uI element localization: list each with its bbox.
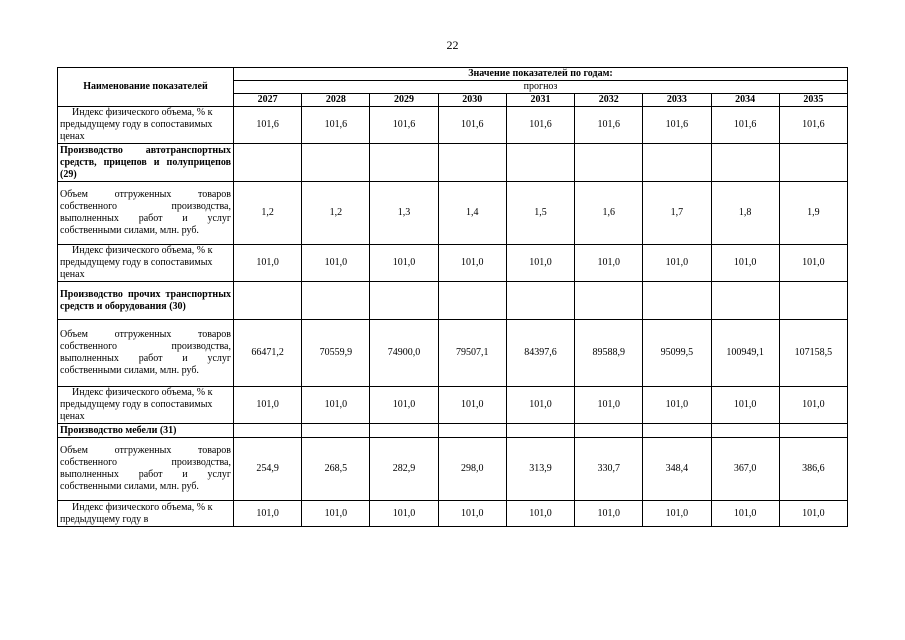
empty-cell xyxy=(302,144,370,182)
value-cell: 101,6 xyxy=(711,107,779,144)
value-cell: 1,2 xyxy=(302,182,370,245)
empty-cell xyxy=(234,282,302,320)
value-cell: 101,6 xyxy=(370,107,438,144)
value-cell: 386,6 xyxy=(779,438,847,501)
year-header: 2033 xyxy=(643,94,711,107)
value-cell: 101,0 xyxy=(779,387,847,424)
value-cell: 101,0 xyxy=(438,245,506,282)
value-cell: 95099,5 xyxy=(643,320,711,387)
empty-cell xyxy=(711,282,779,320)
empty-cell xyxy=(575,144,643,182)
section-row xyxy=(58,424,848,438)
value-cell: 101,0 xyxy=(779,501,847,527)
section-label: Производство автотранспортных средств, прицепов и полуприцепов (29) xyxy=(58,144,234,182)
empty-cell xyxy=(438,144,506,182)
row-label: Индекс физического объема, % к предыдущему году в xyxy=(58,501,234,527)
year-header: 2027 xyxy=(234,94,302,107)
table-row xyxy=(58,438,848,501)
empty-cell xyxy=(234,424,302,438)
value-cell: 101,0 xyxy=(302,501,370,527)
year-header: 2031 xyxy=(506,94,574,107)
value-cell: 1,5 xyxy=(506,182,574,245)
value-cell: 101,6 xyxy=(643,107,711,144)
value-cell: 101,0 xyxy=(711,501,779,527)
value-cell: 348,4 xyxy=(643,438,711,501)
empty-cell xyxy=(370,144,438,182)
value-cell: 254,9 xyxy=(234,438,302,501)
value-cell: 330,7 xyxy=(575,438,643,501)
year-header: 2032 xyxy=(575,94,643,107)
value-cell: 1,8 xyxy=(711,182,779,245)
value-cell: 268,5 xyxy=(302,438,370,501)
year-header: 2028 xyxy=(302,94,370,107)
empty-cell xyxy=(711,424,779,438)
empty-cell xyxy=(370,282,438,320)
empty-cell xyxy=(643,424,711,438)
row-label: Объем отгруженных товаров собственного производства, выполненных работ и услуг собственными силами, млн. руб. xyxy=(58,438,234,501)
value-cell: 101,6 xyxy=(779,107,847,144)
row-label: Индекс физического объема, % к предыдущему году в сопоставимых ценах xyxy=(58,387,234,424)
value-cell: 101,0 xyxy=(438,387,506,424)
year-header: 2034 xyxy=(711,94,779,107)
empty-cell xyxy=(643,282,711,320)
row-label: Объем отгруженных товаров собственного производства, выполненных работ и услуг собственными силами, млн. руб. xyxy=(58,320,234,387)
value-cell: 89588,9 xyxy=(575,320,643,387)
table-row xyxy=(58,107,848,144)
value-cell: 313,9 xyxy=(506,438,574,501)
value-cell: 101,0 xyxy=(506,387,574,424)
section-label: Производство прочих транспортных средств и оборудования (30) xyxy=(58,282,234,320)
value-cell: 79507,1 xyxy=(438,320,506,387)
value-cell: 101,6 xyxy=(506,107,574,144)
value-cell: 101,6 xyxy=(575,107,643,144)
table-row xyxy=(58,245,848,282)
empty-cell xyxy=(438,282,506,320)
indicators-table xyxy=(57,67,848,527)
empty-cell xyxy=(234,144,302,182)
table-body xyxy=(58,107,848,527)
table-row xyxy=(58,182,848,245)
value-cell: 1,4 xyxy=(438,182,506,245)
value-cell: 100949,1 xyxy=(711,320,779,387)
section-label: Производство мебели (31) xyxy=(58,424,234,438)
section-row xyxy=(58,282,848,320)
value-cell: 1,3 xyxy=(370,182,438,245)
indicator-name-header: Наименование показателей xyxy=(58,68,234,107)
empty-cell xyxy=(370,424,438,438)
year-header: 2030 xyxy=(438,94,506,107)
table-row xyxy=(58,387,848,424)
value-cell: 66471,2 xyxy=(234,320,302,387)
empty-cell xyxy=(643,144,711,182)
table-row xyxy=(58,501,848,527)
value-cell: 101,0 xyxy=(370,501,438,527)
value-cell: 101,0 xyxy=(711,245,779,282)
empty-cell xyxy=(302,424,370,438)
value-cell: 101,6 xyxy=(234,107,302,144)
empty-cell xyxy=(779,282,847,320)
value-cell: 101,0 xyxy=(234,245,302,282)
value-cell: 101,0 xyxy=(575,387,643,424)
value-cell: 101,0 xyxy=(575,501,643,527)
value-cell: 101,0 xyxy=(643,387,711,424)
value-cell: 282,9 xyxy=(370,438,438,501)
empty-cell xyxy=(575,282,643,320)
value-cell: 101,0 xyxy=(370,245,438,282)
empty-cell xyxy=(438,424,506,438)
row-label: Объем отгруженных товаров собственного производства, выполненных работ и услуг собственными силами, млн. руб. xyxy=(58,182,234,245)
values-by-year-header: Значение показателей по годам: xyxy=(234,68,848,81)
value-cell: 101,6 xyxy=(302,107,370,144)
empty-cell xyxy=(711,144,779,182)
value-cell: 101,0 xyxy=(575,245,643,282)
value-cell: 101,0 xyxy=(643,245,711,282)
value-cell: 101,0 xyxy=(779,245,847,282)
value-cell: 101,6 xyxy=(438,107,506,144)
value-cell: 101,0 xyxy=(234,387,302,424)
value-cell: 1,9 xyxy=(779,182,847,245)
value-cell: 1,2 xyxy=(234,182,302,245)
row-label: Индекс физического объема, % к предыдущему году в сопоставимых ценах xyxy=(58,245,234,282)
empty-cell xyxy=(302,282,370,320)
value-cell: 84397,6 xyxy=(506,320,574,387)
value-cell: 74900,0 xyxy=(370,320,438,387)
value-cell: 107158,5 xyxy=(779,320,847,387)
value-cell: 101,0 xyxy=(370,387,438,424)
value-cell: 101,0 xyxy=(506,501,574,527)
page-number: 22 xyxy=(446,38,459,52)
value-cell: 101,0 xyxy=(234,501,302,527)
value-cell: 1,7 xyxy=(643,182,711,245)
value-cell: 101,0 xyxy=(506,245,574,282)
year-header: 2035 xyxy=(779,94,847,107)
value-cell: 101,0 xyxy=(302,245,370,282)
empty-cell xyxy=(779,144,847,182)
forecast-header: прогноз xyxy=(234,81,848,94)
value-cell: 70559,9 xyxy=(302,320,370,387)
empty-cell xyxy=(575,424,643,438)
empty-cell xyxy=(779,424,847,438)
table-header xyxy=(58,68,848,107)
empty-cell xyxy=(506,424,574,438)
empty-cell xyxy=(506,282,574,320)
empty-cell xyxy=(506,144,574,182)
value-cell: 1,6 xyxy=(575,182,643,245)
value-cell: 298,0 xyxy=(438,438,506,501)
section-row xyxy=(58,144,848,182)
table-row xyxy=(58,320,848,387)
value-cell: 101,0 xyxy=(302,387,370,424)
value-cell: 101,0 xyxy=(643,501,711,527)
value-cell: 101,0 xyxy=(711,387,779,424)
value-cell: 101,0 xyxy=(438,501,506,527)
value-cell: 367,0 xyxy=(711,438,779,501)
year-header: 2029 xyxy=(370,94,438,107)
row-label: Индекс физического объема, % к предыдущему году в сопоставимых ценах xyxy=(58,107,234,144)
